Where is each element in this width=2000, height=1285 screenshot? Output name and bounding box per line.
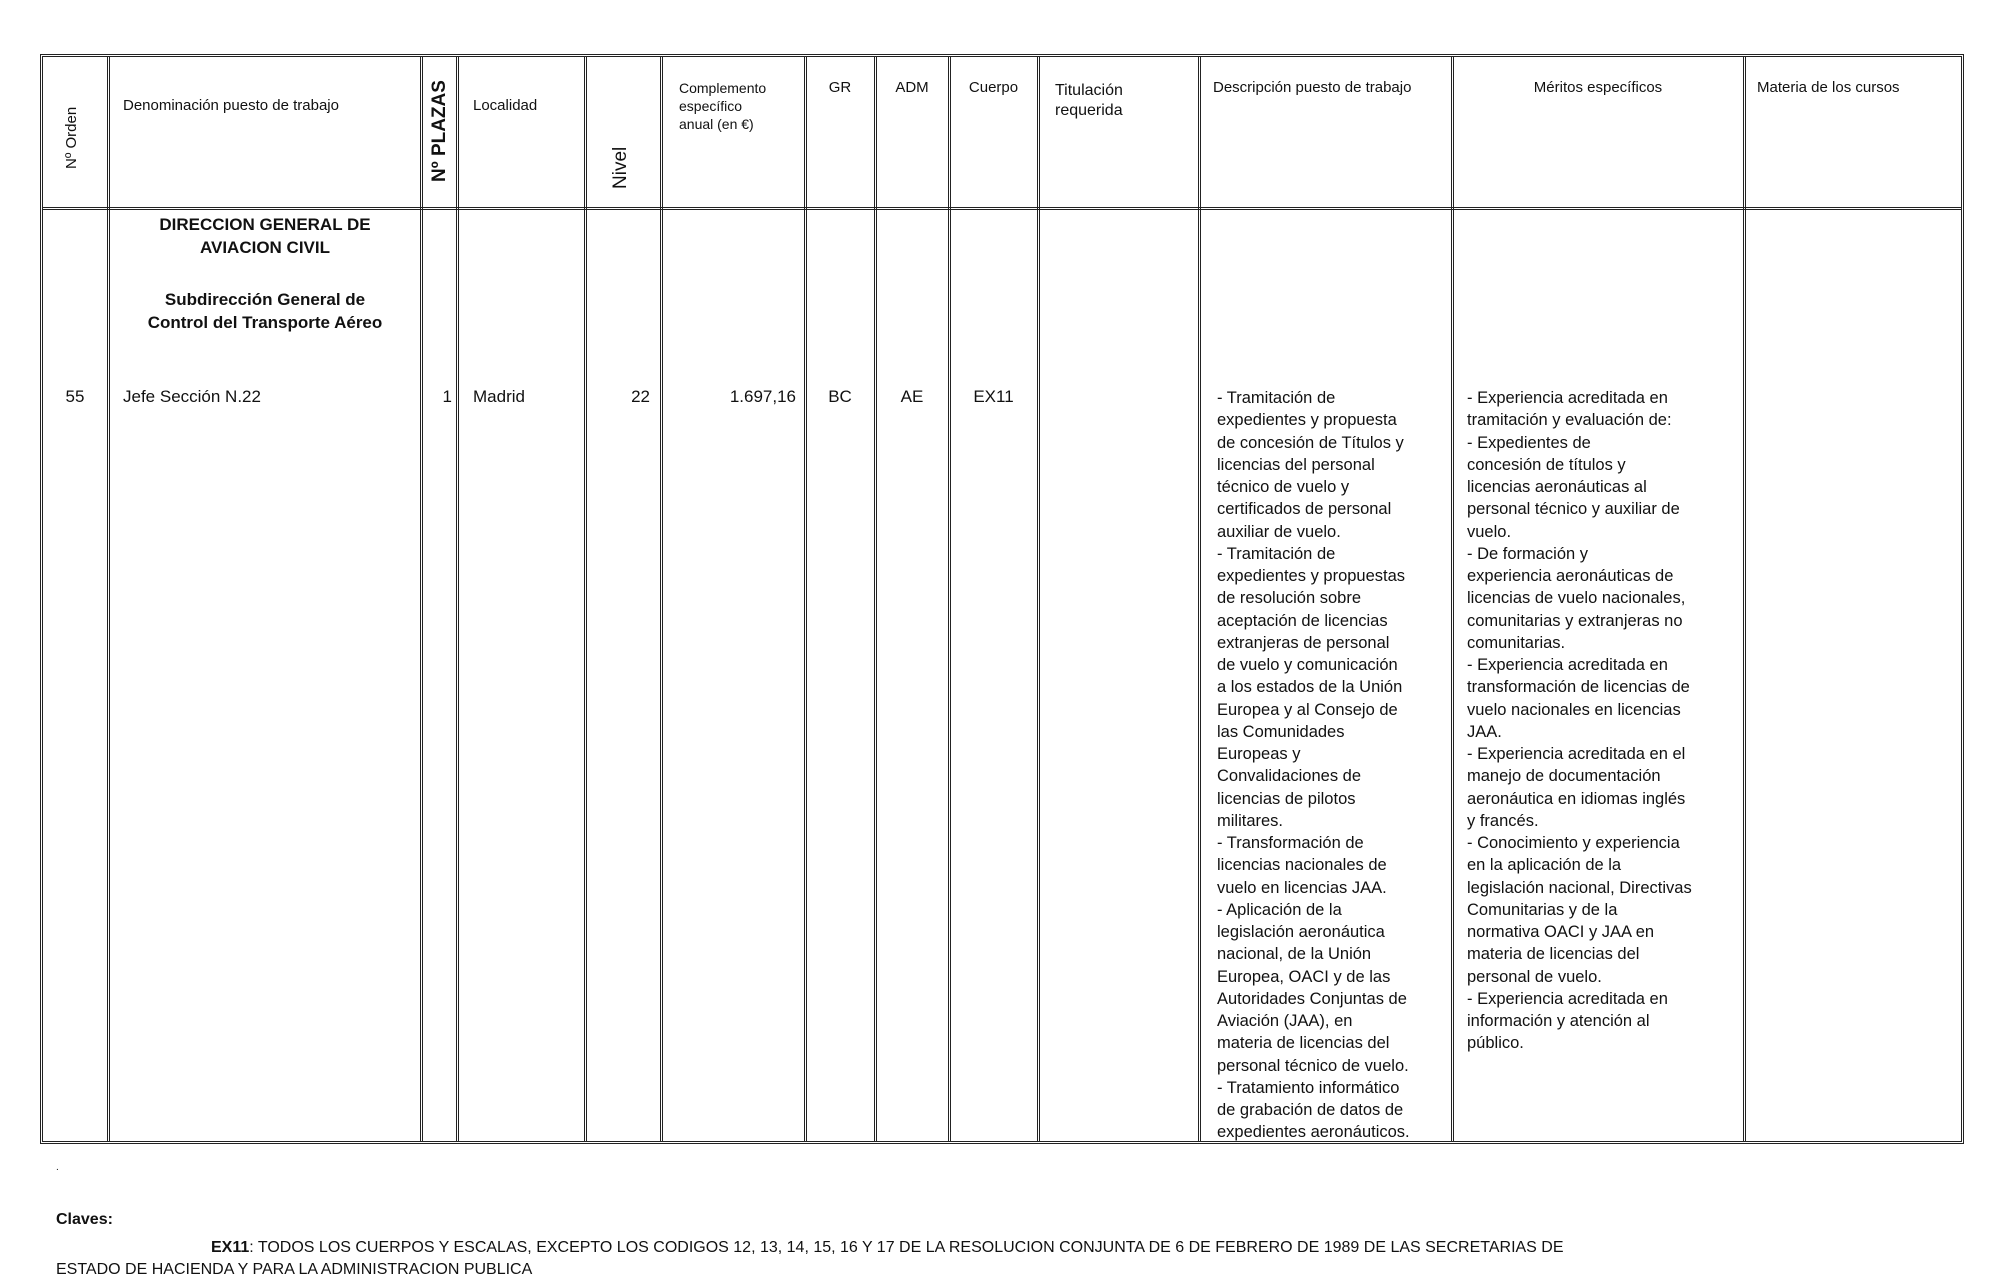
col-divider	[948, 57, 951, 1141]
meritos-list	[1467, 387, 1749, 1055]
descripcion-line: vuelo en licencias JAA.	[1217, 878, 1387, 897]
header-orden: Nº Orden	[63, 106, 80, 169]
claves-text-1: : TODOS LOS CUERPOS Y ESCALAS, EXCEPTO LOS CODIGOS 12, 13, 14, 15, 16 Y 17 DE LA RESOLUCION CONJUNTA DE 6 DE FEBRERO DE 1989 DE LAS SECRETARIAS DE	[249, 1239, 1564, 1256]
meritos-line: comunitarias y extranjeras no	[1467, 611, 1683, 630]
meritos-line: - Conocimiento y experiencia	[1467, 834, 1680, 852]
claves-text	[56, 1237, 1946, 1281]
meritos-line: - Expedientes de	[1467, 433, 1591, 452]
descripcion-list	[1217, 387, 1449, 1144]
stray-dot: .	[56, 1162, 59, 1173]
meritos-line: comunitarias.	[1467, 633, 1566, 652]
row-cuerpo: EX11	[973, 387, 1014, 406]
descripcion-line: Europeas y	[1217, 745, 1301, 763]
header-titulacion: Titulación requerida	[1055, 82, 1123, 119]
meritos-line: personal de vuelo.	[1467, 967, 1602, 986]
descripcion-line: - Tratamiento informático	[1217, 1078, 1400, 1097]
meritos-line: JAA.	[1467, 722, 1502, 741]
row-complemento: 1.697,16	[729, 387, 796, 406]
meritos-line: - Experiencia acreditada en	[1467, 389, 1668, 407]
meritos-line: transformación de licencias de	[1467, 678, 1690, 697]
descripcion-line: expedientes y propuestas	[1217, 567, 1406, 585]
header-nivel: Nivel	[610, 146, 631, 189]
col-divider	[804, 57, 807, 1141]
descripcion-line: - Tramitación de	[1217, 389, 1336, 407]
meritos-line: personal técnico y auxiliar de	[1467, 500, 1680, 519]
meritos-line: público.	[1467, 1034, 1524, 1053]
meritos-line: normativa OACI y JAA en	[1467, 923, 1655, 941]
claves-code: EX11	[211, 1239, 250, 1256]
row-orden: 55	[65, 387, 85, 406]
col-divider	[874, 57, 877, 1141]
header-materia: Materia de los cursos	[1757, 79, 1900, 96]
descripcion-line: legislación aeronáutica	[1217, 923, 1385, 941]
meritos-line: experiencia aeronáuticas de	[1467, 567, 1674, 585]
meritos-line: concesión de títulos y	[1467, 455, 1626, 474]
meritos-line: manejo de documentación	[1467, 767, 1661, 786]
col-divider	[584, 57, 587, 1141]
header-meritos: Méritos específicos	[1533, 79, 1663, 96]
meritos-line: materia de licencias del	[1467, 945, 1640, 964]
descripcion-line: Convalidaciones de	[1217, 767, 1362, 786]
claves-label: Claves:	[56, 1211, 113, 1228]
descripcion-line: personal técnico de vuelo.	[1217, 1056, 1409, 1075]
meritos-line: licencias de vuelo nacionales,	[1467, 589, 1686, 608]
meritos-line: Comunitarias y de la	[1467, 900, 1618, 919]
header-cuerpo: Cuerpo	[968, 79, 1019, 96]
meritos-line: - Experiencia acreditada en	[1467, 989, 1668, 1008]
descripcion-line: Europea, OACI y de las	[1217, 967, 1391, 986]
meritos-line: en la aplicación de la	[1467, 856, 1622, 875]
row-descripcion	[1217, 387, 1449, 1144]
descripcion-line: - Aplicación de la	[1217, 900, 1342, 919]
header-descripcion: Descripción puesto de trabajo	[1213, 79, 1412, 96]
col-divider	[1198, 57, 1201, 1141]
meritos-line: - De formación y	[1467, 544, 1589, 563]
descripcion-line: certificados de personal	[1217, 500, 1392, 519]
row-localidad: Madrid	[473, 387, 525, 406]
descripcion-line: materia de licencias del	[1217, 1034, 1390, 1053]
header-adm: ADM	[895, 79, 929, 96]
descripcion-line: - Tramitación de	[1217, 544, 1336, 563]
descripcion-line: licencias nacionales de	[1217, 856, 1387, 875]
meritos-line: aeronáutica en idiomas inglés	[1467, 789, 1686, 808]
col-divider	[1451, 57, 1454, 1141]
row-nivel: 22	[631, 387, 650, 406]
header-separator	[43, 207, 1961, 210]
col-divider	[420, 57, 423, 1141]
descripcion-line: licencias del personal	[1217, 455, 1375, 474]
row-gr: BC	[828, 387, 852, 406]
section-subdireccion: Subdirección General de Control del Transporte Aéreo	[147, 290, 383, 332]
meritos-line: tramitación y evaluación de:	[1467, 411, 1672, 430]
descripcion-line: Europea y al Consejo de	[1217, 700, 1398, 719]
positions-table	[40, 54, 1964, 1144]
descripcion-line: de concesión de Títulos y	[1217, 433, 1404, 452]
descripcion-line: de resolución sobre	[1217, 589, 1362, 608]
meritos-line: vuelo.	[1467, 522, 1512, 541]
row-adm: AE	[900, 387, 924, 406]
descripcion-line: - Transformación de	[1217, 834, 1364, 852]
descripcion-line: militares.	[1217, 811, 1284, 830]
meritos-line: información y atención al	[1467, 1012, 1650, 1030]
header-plazas: Nº PLAZAS	[429, 80, 450, 182]
header-gr: GR	[828, 79, 852, 96]
header-denominacion: Denominación puesto de trabajo	[123, 97, 339, 114]
descripcion-line: Aviación (JAA), en	[1217, 1012, 1353, 1030]
header-complemento: Complemento específico anual (en €)	[679, 80, 767, 132]
descripcion-line: técnico de vuelo y	[1217, 478, 1350, 496]
descripcion-line: las Comunidades	[1217, 722, 1345, 741]
descripcion-line: de grabación de datos de	[1217, 1101, 1404, 1119]
row-meritos	[1467, 387, 1749, 1055]
row-plazas: 1	[442, 387, 452, 406]
meritos-line: - Experiencia acreditada en	[1467, 656, 1668, 674]
header-localidad: Localidad	[473, 97, 538, 114]
descripcion-line: a los estados de la Unión	[1217, 678, 1403, 697]
descripcion-line: auxiliar de vuelo.	[1217, 522, 1341, 541]
descripcion-line: extranjeras de personal	[1217, 633, 1390, 652]
meritos-line: licencias aeronáuticas al	[1467, 478, 1647, 496]
descripcion-line: aceptación de licencias	[1217, 611, 1388, 630]
descripcion-line: de vuelo y comunicación	[1217, 656, 1398, 674]
descripcion-line: expedientes y propuesta	[1217, 411, 1397, 430]
claves-text-2: ESTADO DE HACIENDA Y PARA LA ADMINISTRACION PUBLICA	[56, 1261, 533, 1278]
descripcion-line: licencias de pilotos	[1217, 789, 1356, 808]
col-divider	[1037, 57, 1040, 1141]
descripcion-line: Autoridades Conjuntas de	[1217, 989, 1407, 1008]
col-divider	[456, 57, 459, 1141]
meritos-line: - Experiencia acreditada en el	[1467, 745, 1686, 763]
descripcion-line: nacional, de la Unión	[1217, 945, 1372, 964]
meritos-line: y francés.	[1467, 811, 1539, 830]
col-divider	[660, 57, 663, 1141]
row-denominacion: Jefe Sección N.22	[123, 387, 261, 406]
descripcion-line: expedientes aeronáuticos.	[1217, 1123, 1410, 1142]
meritos-line: vuelo nacionales en licencias	[1467, 700, 1681, 719]
meritos-line: legislación nacional, Directivas	[1467, 878, 1692, 897]
section-direccion: DIRECCION GENERAL DE AVIACION CIVIL	[159, 215, 371, 257]
